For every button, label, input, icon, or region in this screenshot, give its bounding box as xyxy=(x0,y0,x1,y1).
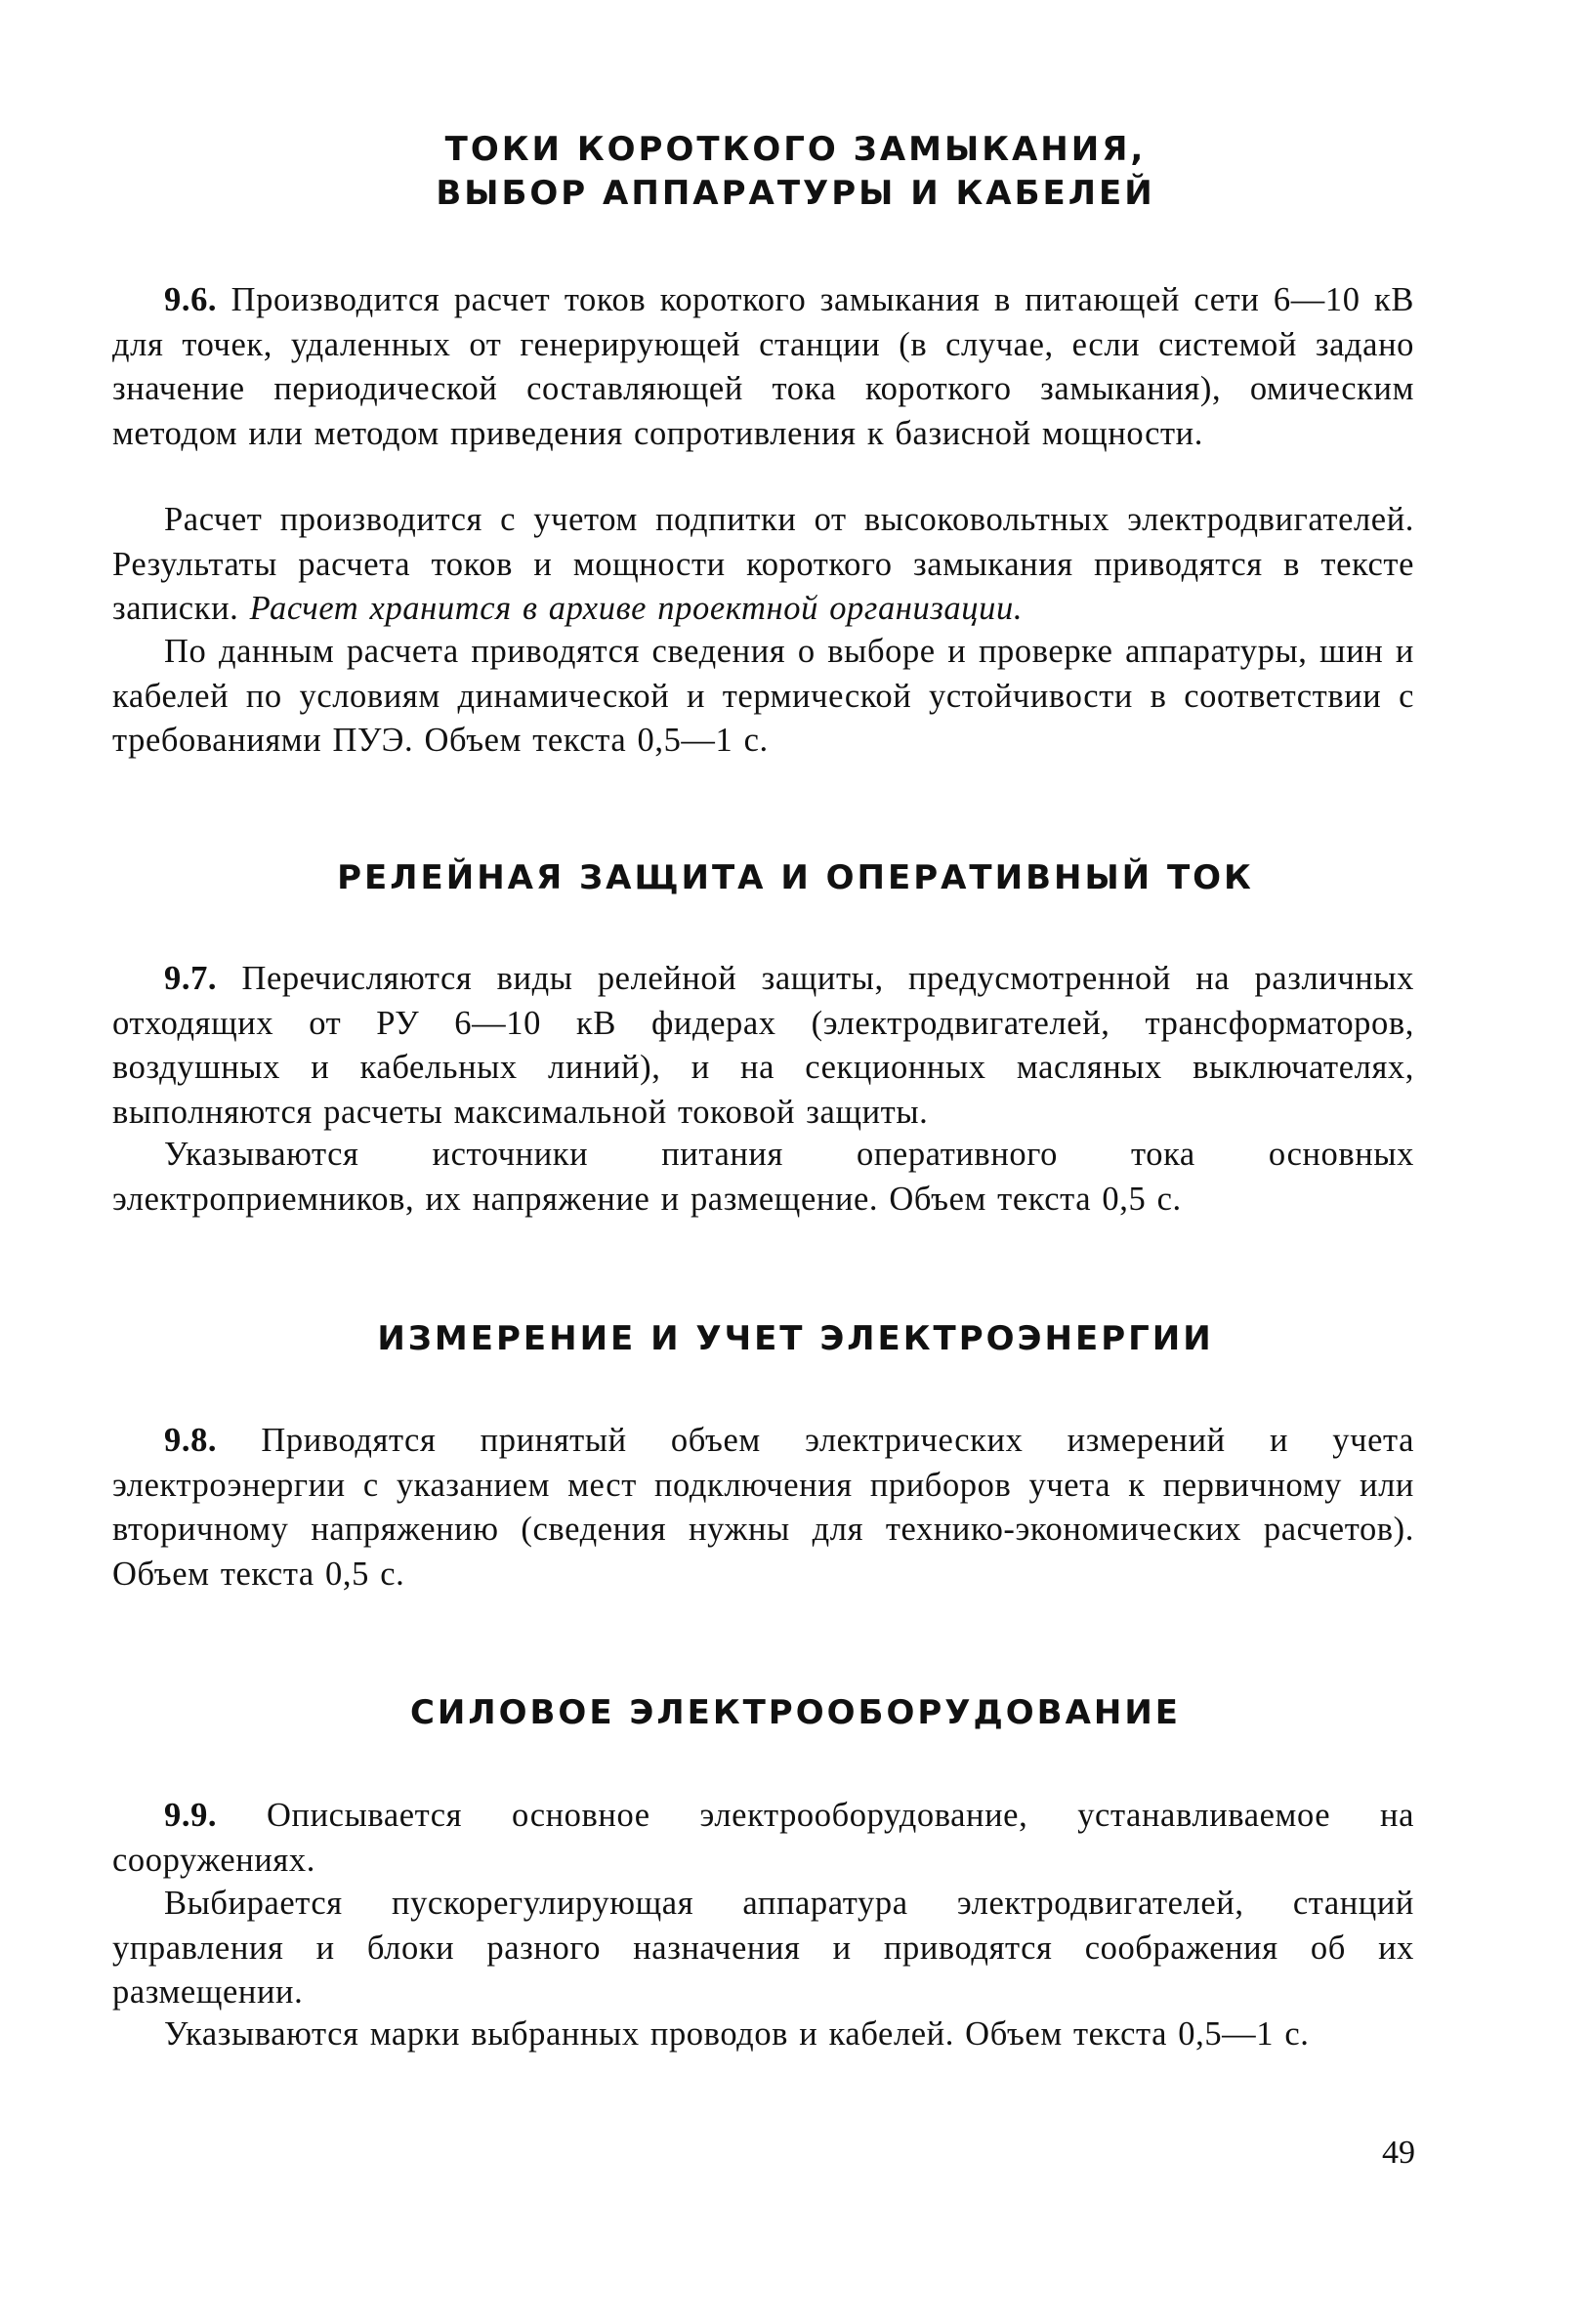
paragraph-text: Приводятся принятый объем электрических измерений и учета электроэнергии с указанием мест подключения приборов учета к первичному или вторичному напряжению (сведения нужны для технико-экономических расчетов). Объем текста 0,5 с. xyxy=(112,1422,1414,1593)
paragraph-text: Указываются марки выбранных проводов и кабелей. Объем текста 0,5—1 с. xyxy=(164,2015,1310,2053)
paragraph-text: Указываются источники питания оперативного тока основных электроприемников, их напряжение и размещение. Объем текста 0,5 с. xyxy=(112,1136,1414,1218)
paragraph xyxy=(112,630,1414,764)
paragraph-9-6 xyxy=(112,278,1414,456)
heading-line: ВЫБОР АППАРАТУРЫ И КАБЕЛЕЙ xyxy=(436,174,1155,213)
paragraph xyxy=(112,2013,1414,2057)
paragraph-text: Расчет производится с учетом подпитки от высоковольтных электродвигателей. Результаты расчета токов и мощности короткого замыкания приводятся в тексте записки. xyxy=(112,501,1414,627)
paragraph-9-9 xyxy=(112,1794,1414,1883)
paragraph xyxy=(112,1133,1414,1222)
paragraph-number: 9.6. xyxy=(164,281,218,318)
paragraph-number: 9.8. xyxy=(164,1422,218,1459)
paragraph-text: Выбирается пускорегулирующая аппаратура электродвигателей, станций управления и блоки разного назначения и приводятся соображения об их размещении. xyxy=(112,1885,1414,2011)
paragraph-text: Описывается основное электрооборудование, устанавливаемое на сооружениях. xyxy=(112,1797,1414,1879)
paragraph-9-7 xyxy=(112,957,1414,1135)
paragraph-number: 9.9. xyxy=(164,1797,218,1834)
section-heading-relay-protection xyxy=(0,856,1591,900)
heading-line: РЕЛЕЙНАЯ ЗАЩИТА И ОПЕРАТИВНЫЙ ТОК xyxy=(337,858,1254,897)
paragraph xyxy=(112,498,1414,632)
paragraph-italic-text: Расчет хранится в архиве проектной организации. xyxy=(249,590,1024,627)
section-heading-short-circuit xyxy=(0,128,1591,216)
paragraph-number: 9.7. xyxy=(164,960,218,997)
section-heading-metering xyxy=(0,1317,1591,1361)
heading-line: ТОКИ КОРОТКОГО ЗАМЫКАНИЯ, xyxy=(444,130,1147,169)
heading-line: СИЛОВОЕ ЭЛЕКТРООБОРУДОВАНИЕ xyxy=(409,1693,1182,1732)
paragraph xyxy=(112,1882,1414,2015)
heading-line: ИЗМЕРЕНИЕ И УЧЕТ ЭЛЕКТРОЭНЕРГИИ xyxy=(377,1319,1214,1358)
page-number: 49 xyxy=(1382,2135,1415,2171)
paragraph-text: Производится расчет токов короткого замыкания в питающей сети 6—10 кВ для точек, удаленных от генерирующей станции (в случае, если системой задано значение периодической составляющей тока короткого замыкания), омическим методом или методом приведения сопротивления к базисной мощности. xyxy=(112,281,1414,452)
section-heading-power-equipment xyxy=(0,1691,1591,1735)
paragraph-text: Перечисляются виды релейной защиты, предусмотренной на различных отходящих от РУ 6—10 кВ фидерах (электродвигателей, трансформаторов, воздушных и кабельных линий), и на секционных масляных выключателях, выполняются расчеты максимальной токовой защиты. xyxy=(112,960,1414,1131)
paragraph-text: По данным расчета приводятся сведения о выборе и проверке аппаратуры, шин и кабелей по условиям динамической и термической устойчивости в соответствии с требованиями ПУЭ. Объем текста 0,5—1 с. xyxy=(112,633,1414,759)
paragraph-9-8 xyxy=(112,1419,1414,1597)
